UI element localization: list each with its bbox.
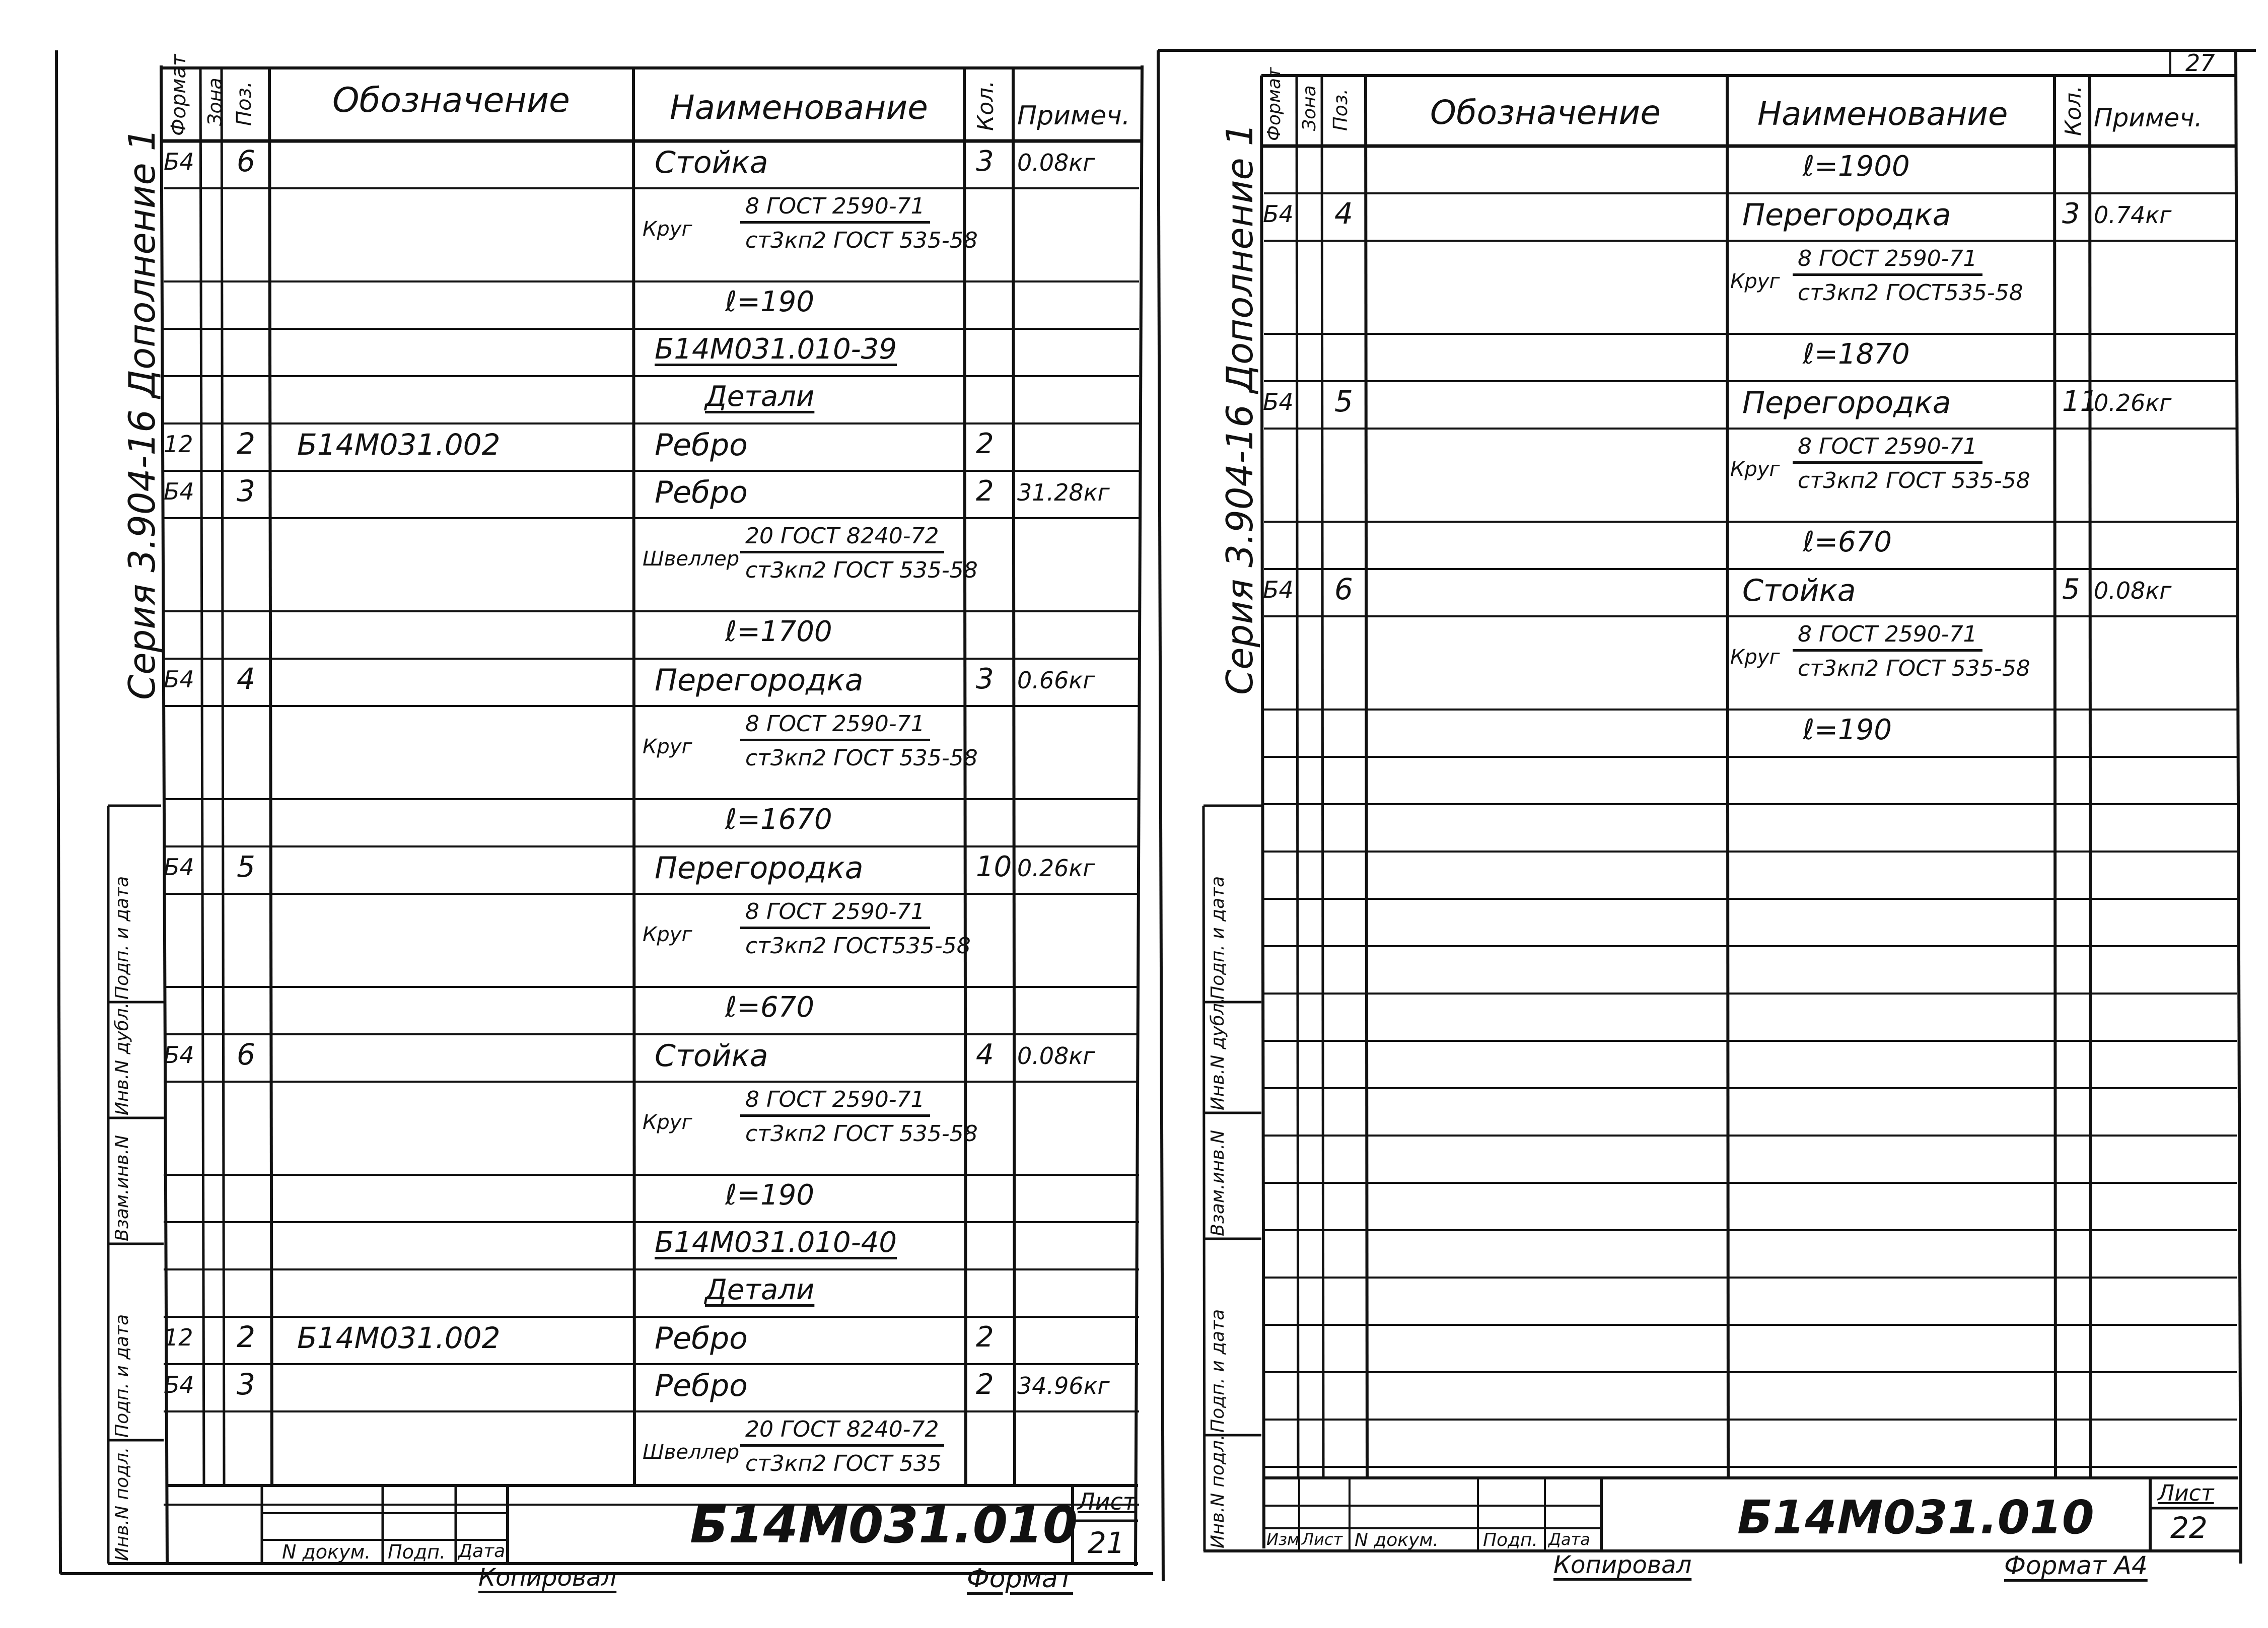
right-header-format: Формат — [1264, 67, 1285, 141]
right-stamp-change: Изм — [1266, 1530, 1300, 1549]
material-grade: ст3кп2 ГОСТ 535-58 — [745, 1121, 978, 1147]
row-quantity: 2 — [976, 1368, 994, 1401]
row-position: 6 — [1334, 572, 1353, 606]
row-length: ℓ=1700 — [725, 615, 832, 648]
row-length: ℓ=1870 — [1803, 338, 1910, 371]
row-format: Б4 — [1263, 388, 1294, 415]
right-format-label: Формат А4 — [2004, 1551, 2148, 1580]
right-header-designation: Обозначение — [1430, 93, 1661, 132]
row-length: ℓ=190 — [725, 1179, 814, 1212]
row-material-prefix: Круг — [1730, 270, 1780, 293]
row-format: Б4 — [1263, 200, 1294, 228]
row-format: Б4 — [164, 478, 194, 505]
row-name: Ребро — [655, 428, 748, 463]
row-quantity: 2 — [976, 428, 994, 460]
row-name: Стойка — [655, 1038, 768, 1074]
row-length: ℓ=190 — [725, 286, 814, 318]
left-doc-code: Б14М031.010 — [690, 1496, 1078, 1554]
row-note: 0.74кг — [2094, 201, 2172, 229]
row-position: 4 — [237, 662, 255, 696]
row-name: Перегородка — [655, 663, 864, 698]
header-name: Наименование — [670, 88, 928, 127]
row-material-prefix: Швеллер — [643, 547, 740, 571]
row-length: ℓ=670 — [1803, 526, 1892, 558]
row-length: ℓ=1900 — [1803, 150, 1910, 183]
row-format: Б4 — [164, 148, 194, 175]
material-profile: 8 ГОСТ 2590-71 — [1793, 434, 1982, 464]
row-length: ℓ=670 — [725, 991, 814, 1024]
right-stamp-date: Дата — [1548, 1530, 1590, 1549]
row-name: Б14М031.010-39 — [655, 333, 897, 366]
material-grade: ст3кп2 ГОСТ 535 — [745, 1451, 942, 1476]
material-grade: ст3кп2 ГОСТ 535-58 — [745, 228, 978, 253]
row-length: ℓ=190 — [1803, 714, 1892, 746]
header-zone: Зона — [204, 78, 226, 126]
right-header-pos: Поз. — [1329, 88, 1352, 131]
row-name: Стойка — [655, 145, 768, 180]
left-stamp-ndoc: N докум. — [282, 1541, 371, 1563]
right-header-name: Наименование — [1757, 96, 2008, 133]
row-note: 0.26кг — [1017, 855, 1095, 882]
row-position: 6 — [237, 1037, 255, 1072]
header-qty: Кол. — [973, 80, 999, 131]
row-material-prefix: Швеллер — [643, 1441, 740, 1464]
row-position: 3 — [237, 474, 255, 508]
row-note: 0.08кг — [1017, 1042, 1095, 1070]
right-side-label-1: Подп. и дата — [1208, 1309, 1228, 1433]
left-format-label: Формат — [967, 1564, 1073, 1594]
right-header-note: Примеч. — [2094, 103, 2203, 132]
left-sheet-number: 21 — [1088, 1526, 1125, 1560]
row-position: 2 — [237, 427, 255, 461]
row-position: 3 — [237, 1367, 255, 1401]
row-material-prefix: Круг — [1730, 646, 1780, 669]
right-stamp-sheet: Лист — [1302, 1530, 1343, 1549]
header-designation: Обозначение — [332, 81, 570, 120]
row-note: 34.96кг — [1017, 1372, 1110, 1399]
row-material-prefix: Круг — [1730, 458, 1780, 481]
header-pos: Поз. — [233, 81, 256, 126]
left-series-label: Серия 3.904-16 Дополнение 1 — [121, 128, 163, 700]
left-side-label-1: Подп. и дата — [112, 1314, 132, 1438]
right-side-label-4: Подп. и дата — [1208, 876, 1228, 1000]
right-series-label: Серия 3.904-16 Дополнение 1 — [1219, 123, 1261, 695]
right-side-label-0: Инв.N подл. — [1208, 1434, 1228, 1548]
row-position: 5 — [237, 850, 255, 884]
row-format: Б4 — [164, 1041, 194, 1069]
material-profile: 8 ГОСТ 2590-71 — [1793, 246, 1982, 276]
row-quantity: 2 — [976, 475, 994, 508]
row-quantity: 2 — [976, 1321, 994, 1354]
left-copied-label: Копировал — [478, 1564, 617, 1592]
material-grade: ст3кп2 ГОСТ 535-58 — [1798, 468, 2030, 493]
row-quantity: 11 — [2062, 385, 2098, 418]
left-side-label-2: Взам.инв.N — [112, 1135, 132, 1241]
material-profile: 8 ГОСТ 2590-71 — [740, 899, 930, 929]
row-designation: Б14М031.002 — [297, 1321, 501, 1355]
row-name: Перегородка — [655, 851, 864, 886]
material-grade: ст3кп2 ГОСТ535-58 — [745, 933, 971, 959]
row-quantity: 4 — [976, 1038, 994, 1071]
material-grade: ст3кп2 ГОСТ 535-58 — [745, 557, 978, 583]
row-quantity: 10 — [976, 851, 1012, 883]
left-side-label-3: Инв.N дубл. — [112, 1002, 132, 1115]
row-name: Ребро — [655, 1321, 748, 1356]
header-note: Примеч. — [1017, 101, 1130, 131]
material-profile: 8 ГОСТ 2590-71 — [1793, 621, 1982, 652]
row-name: Стойка — [1742, 573, 1856, 608]
row-material-prefix: Круг — [643, 923, 692, 946]
row-quantity: 5 — [2062, 573, 2080, 606]
row-material-prefix: Круг — [643, 1111, 692, 1134]
row-note: 31.28кг — [1017, 479, 1110, 506]
left-stamp-date: Дата — [458, 1541, 506, 1562]
material-profile: 8 ГОСТ 2590-71 — [740, 1087, 930, 1117]
row-note: 0.08кг — [2094, 577, 2172, 604]
row-quantity: 3 — [2062, 197, 2080, 230]
row-note: 0.08кг — [1017, 149, 1095, 176]
right-copied-label: Копировал — [1553, 1551, 1692, 1579]
right-page-corner-number: 27 — [2185, 49, 2215, 77]
right-side-label-2: Взам.инв.N — [1208, 1129, 1228, 1236]
row-position: 4 — [1334, 196, 1353, 231]
row-name: Детали — [705, 1273, 815, 1306]
material-grade: ст3кп2 ГОСТ 535-58 — [1798, 656, 2030, 681]
row-designation: Б14М031.002 — [297, 428, 501, 462]
row-length: ℓ=1670 — [725, 803, 832, 836]
right-doc-code: Б14М031.010 — [1737, 1491, 2094, 1544]
row-format: Б4 — [164, 854, 194, 881]
row-format: Б4 — [164, 1371, 194, 1398]
row-quantity: 3 — [976, 663, 994, 695]
right-side-label-3: Инв.N дубл. — [1208, 997, 1228, 1110]
row-name: Перегородка — [1742, 197, 1951, 233]
row-note: 0.66кг — [1017, 667, 1095, 694]
row-quantity: 3 — [976, 145, 994, 178]
row-format: Б4 — [1263, 576, 1294, 603]
row-position: 2 — [237, 1320, 255, 1354]
row-material-prefix: Круг — [643, 218, 692, 241]
right-stamp-ndoc: N докум. — [1355, 1530, 1439, 1550]
left-side-label-4: Подп. и дата — [112, 876, 132, 1000]
right-header-zone: Зона — [1299, 85, 1320, 131]
row-name: Ребро — [655, 475, 748, 510]
row-name: Перегородка — [1742, 385, 1951, 420]
material-grade: ст3кп2 ГОСТ 535-58 — [745, 745, 978, 771]
header-format: Формат — [167, 54, 190, 136]
row-position: 6 — [237, 144, 255, 178]
row-name: Ребро — [655, 1368, 748, 1403]
left-sheet-label: Лист — [1078, 1488, 1137, 1515]
right-header-qty: Кол. — [2061, 85, 2086, 136]
right-sheet-number: 22 — [2170, 1511, 2208, 1545]
material-grade: ст3кп2 ГОСТ535-58 — [1798, 280, 2023, 306]
left-side-label-0: Инв.N подл. — [112, 1447, 132, 1561]
row-name: Детали — [705, 380, 815, 413]
row-material-prefix: Круг — [643, 735, 692, 758]
left-stamp-sign: Подп. — [388, 1541, 446, 1563]
material-profile: 20 ГОСТ 8240-72 — [740, 523, 944, 553]
row-position: 5 — [1334, 384, 1353, 418]
row-format: Б4 — [164, 666, 194, 693]
material-profile: 8 ГОСТ 2590-71 — [740, 193, 930, 224]
right-stamp-sign: Подп. — [1483, 1530, 1538, 1550]
row-note: 0.26кг — [2094, 389, 2172, 416]
right-sheet-label: Лист — [2158, 1480, 2214, 1506]
row-format: 12 — [164, 431, 193, 458]
material-profile: 20 ГОСТ 8240-72 — [740, 1417, 944, 1447]
row-name: Б14М031.010-40 — [655, 1226, 897, 1259]
row-format: 12 — [164, 1324, 193, 1351]
material-profile: 8 ГОСТ 2590-71 — [740, 711, 930, 741]
